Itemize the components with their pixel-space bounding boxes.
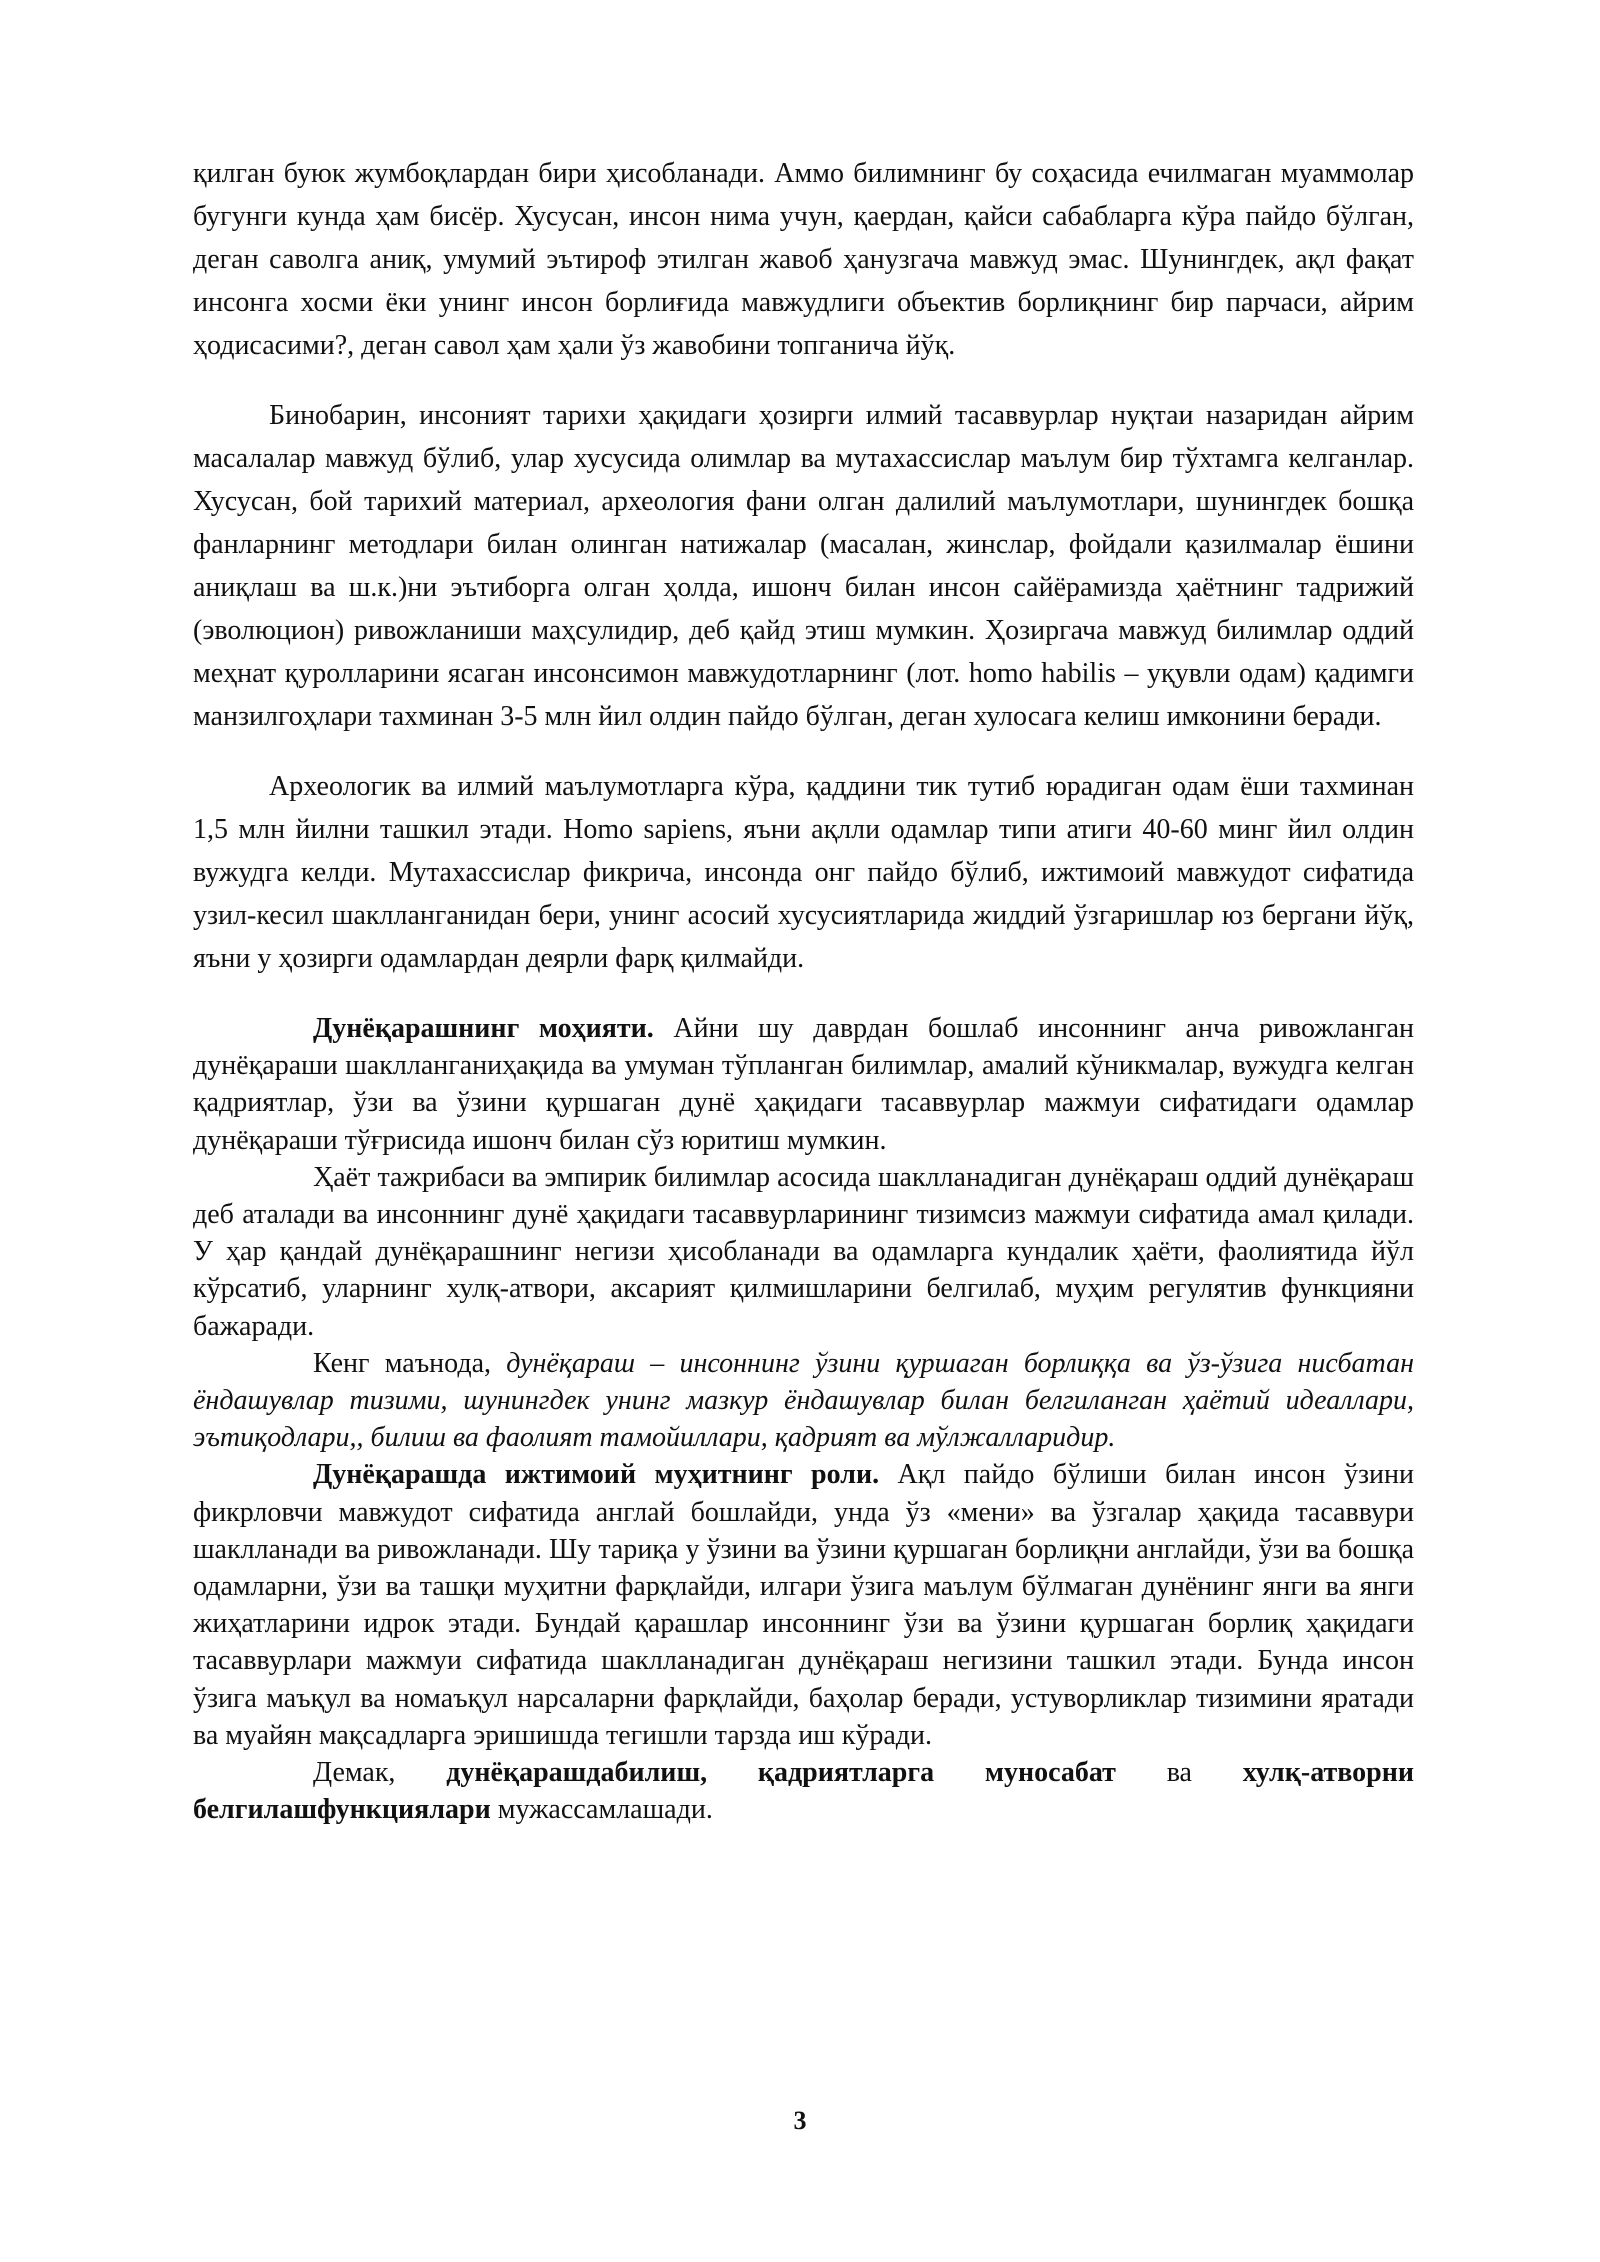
paragraph-text: Айни шу даврдан бошлаб инсоннинг анча ривожланган дунёқараши шаклланганиҳақида ва умуман тўпланган билимлар, амалий кўникмалар, вужудга келган қадриятлар, ўзи ва ўзини қуршаган дунё ҳақидаги тасаввурлар мажмуи сифатидаги одамлар дунёқараши тўғрисида ишонч билан сўз юритиш мумкин. xyxy=(193,1013,1414,1156)
paragraph-1: қилган буюк жумбоқлардан бири ҳисобланади. Аммо билимнинг бу соҳасида ечилмаган муаммолар бугунги кунда ҳам бисёр. Хусусан, инсон нима учун, қаердан, қайси сабабларга кўра пайдо бўлган, деган саволга аниқ, умумий эътироф этилган жавоб ҳанузгача мавжуд эмас. Шунингдек, ақл фақат инсонга хосми ёки унинг инсон борлиғида мавжудлиги объектив борлиқнинг бир парчаси, айрим ҳодисасими?, деган савол ҳам ҳали ўз жавобини топганича йўқ. xyxy=(193,158,1414,361)
paragraph-text: Демак, xyxy=(313,1757,447,1789)
paragraph-text: Ақл пайдо бўлиши билан инсон ўзини фикрловчи мавжудот сифатида англай бошлайди, унда ўз «мени» ва ўзгалар ҳақида тасаввури шаклланади ва ривожланади. Шу тариқа у ўзини ва ўзини қуршаган борлиқни англайди, ўзи ва бошқа одамларни, ўзи ва ташқи муҳитни фарқлайди, илгари ўзига маълум бўлмаган дунёнинг янги ва янги жиҳатларини идрок этади. Бундай қарашлар инсоннинг ўзи ва ўзини қуршаган борлиқ ҳақидаги тасаввурлари мажмуи сифатида шаклланадиган дунёқараш негизини ташкил этади. Бунда инсон ўзига маъқул ва номаъқул нарсаларни фарқлайди, баҳолар беради, устуворликлар тизимини яратади ва муайян мақсадларга эришишда тегишли тарзда иш кўради. xyxy=(193,1459,1414,1751)
definition-text: дунёқараш – инсоннинг ўзини қуршаган борлиққа ва ўз-ўзига нисбатан ёндашувлар тизими, шунингдек унинг мазкур ёндашувлар билан белгиланган ҳаётий идеаллари, эътиқодлари,, билиш ва фаолият тамойиллари, қадрият ва мўлжалларидир. xyxy=(193,1347,1414,1454)
page-number: 3 xyxy=(793,2106,807,2135)
paragraph-text: Кенг маънода, xyxy=(313,1347,507,1379)
paragraph-text: мужассамлашади. xyxy=(490,1794,713,1826)
section-heading-social-environment: Дунёқарашда ижтимоий муҳитнинг роли. xyxy=(313,1459,880,1491)
paragraph-5: Ҳаёт тажрибаси ва эмпирик билимлар асосида шаклланадиган дунёқараш оддий дунёқараш деб аталади ва инсоннинг дунё ҳақидаги тасаввурларининг тизимсиз мажмуи сифатида амал қилади. У ҳар қандай дунёқарашнинг негизи ҳисобланади ва одамларга кундалик ҳаёти, фаолиятида йўл кўрсатиб, уларнинг хулқ-атвори, аксарият қилмишларини белгилаб, муҳим регулятив функцияни бажаради. xyxy=(193,1161,1414,1342)
paragraph-social-environment xyxy=(193,1456,1414,1754)
paragraph-2: Бинобарин, инсоният тарихи ҳақидаги ҳозирги илмий тасаввурлар нуқтаи назаридан айрим масалалар мавжуд бўлиб, улар хусусида олимлар ва мутахассислар маълум бир тўхтамга келганлар. Хусусан, бой тарихий материал, археология фани олган далилий маълумотлари, шунингдек бошқа фанларнинг методлари билан олинган натижалар (масалан, жинслар, фойдали қазилмалар ёшини аниқлаш ва ш.к.)ни эътиборга олган ҳолда, ишонч билан инсон сайёрамизда ҳаётнинг тадрижий (эволюцион) ривожланиши маҳсулидир, деб қайд этиш мумкин. Ҳозиргача мавжуд билимлар оддий меҳнат қуролларини ясаган инсонсимон мавжудотларнинг (лот. homo habilis – уқувли одам) қадимги манзилгоҳлари тахминан 3-5 млн йил олдин пайдо бўлган, деган хулосага келиш имконини беради. xyxy=(193,400,1414,732)
paragraph-worldview-essence xyxy=(193,1010,1414,1159)
bold-functions-2: хулқ-атворни белгилашфункциялари xyxy=(193,1757,1414,1826)
paragraph-conclusion xyxy=(193,1754,1414,1828)
bold-functions-1: дунёқарашдабилиш, қадриятларга муносабат xyxy=(446,1757,1116,1789)
section-heading-worldview-essence: Дунёқарашнинг моҳияти. xyxy=(313,1013,654,1044)
paragraph-text: ва xyxy=(1115,1757,1243,1789)
paragraph-definition xyxy=(193,1345,1414,1457)
document-page xyxy=(193,152,1414,1828)
paragraph-3: Археологик ва илмий маълумотларга кўра, қаддини тик тутиб юрадиган одам ёши тахминан 1,5 млн йилни ташкил этади. Homo sapiens, яъни ақлли одамлар типи атиги 40-60 минг йил олдин вужудга келди. Мутахассислар фикрича, инсонда онг пайдо бўлиб, ижтимоий мавжудот сифатида узил-кесил шаклланганидан бери, унинг асосий хусусиятларида жиддий ўзгаришлар юз бергани йўқ, яъни у ҳозирги одамлардан деярли фарқ қилмайди. xyxy=(193,771,1414,974)
